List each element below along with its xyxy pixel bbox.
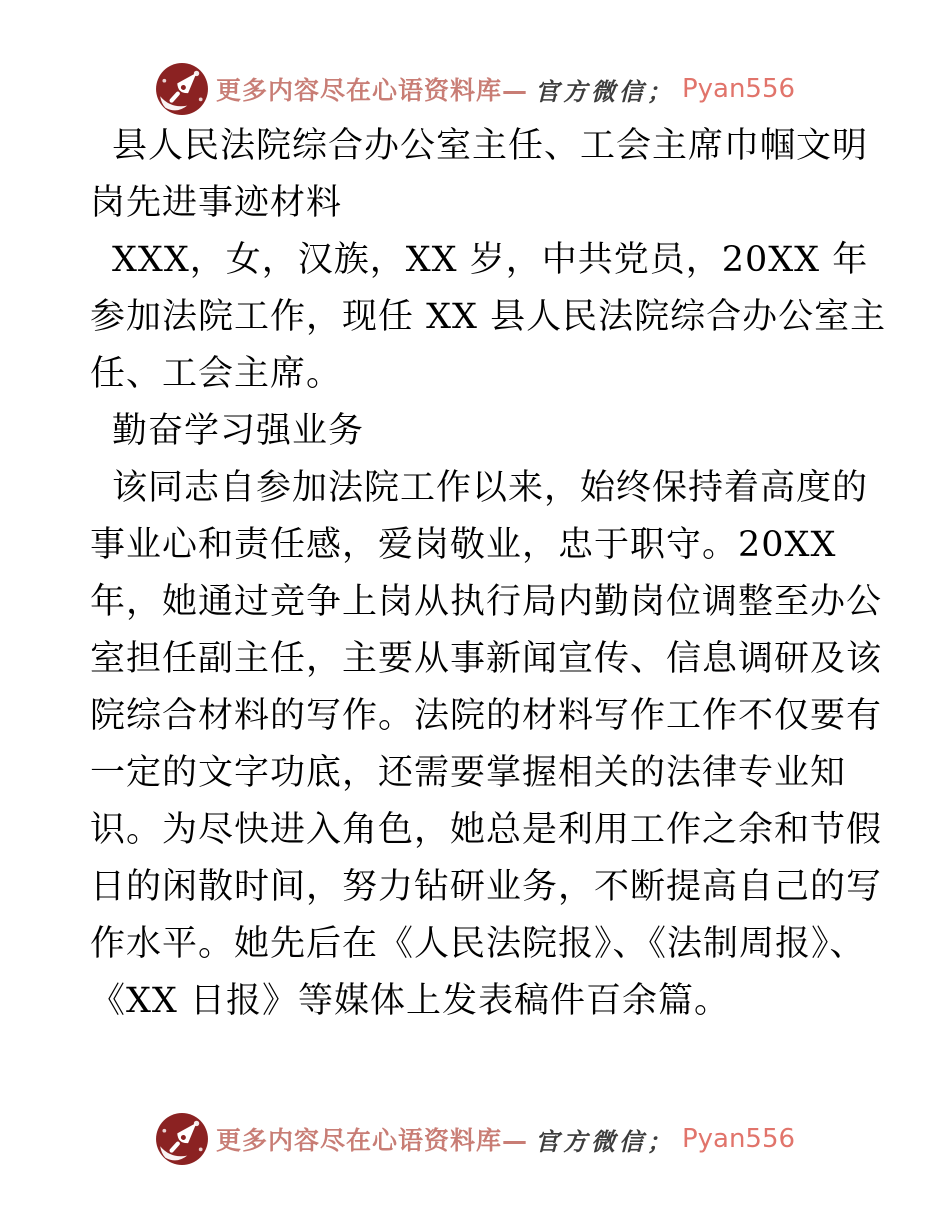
paragraph-section-body: 该同志自参加法院工作以来，始终保持着高度的事业心和责任感，爱岗敬业，忠于职守。20XX 年，她通过竞争上岗从执行局内勤岗位调整至办公室担任副主任，主要从事新闻宣传、信息调研及该院综合材料的写作。法院的材料写作工作不仅要有一定的文字功底，还需要掌握相关的法律专业知识。为尽快进入角色，她总是利用工作之余和节假日的闲散时间，努力钻研业务，不断提高自己的写作水平。她先后在《人民法院报》、《法制周报》、《XX 日报》等媒体上发表稿件百余篇。: [90, 468, 883, 1021]
document-title: 县人民法院综合办公室主任、工会主席巾帼文明岗先进事迹材料: [90, 126, 869, 223]
pen-logo-icon: [155, 62, 209, 116]
footer-watermark: [0, 1112, 950, 1166]
pen-logo-icon: [155, 1112, 209, 1166]
section-heading: 勤奋学习强业务: [112, 411, 365, 451]
header-watermark: [0, 62, 950, 116]
watermark-wechat-id: Pyan556: [681, 74, 796, 104]
watermark-wechat-label: 官方微信；: [534, 1126, 675, 1156]
watermark-wechat-label: 官方微信；: [534, 76, 675, 106]
watermark-brand-text: 更多内容尽在心语资料库—: [215, 1126, 528, 1155]
paragraph-intro: XXX，女，汉族，XX 岁，中共党员，20XX 年参加法院工作，现任 XX 县人民法院综合办公室主任、工会主席。: [90, 240, 887, 394]
document-body: [90, 118, 890, 1030]
watermark-wechat-id: Pyan556: [681, 1124, 796, 1154]
watermark-brand-text: 更多内容尽在心语资料库—: [215, 76, 528, 105]
